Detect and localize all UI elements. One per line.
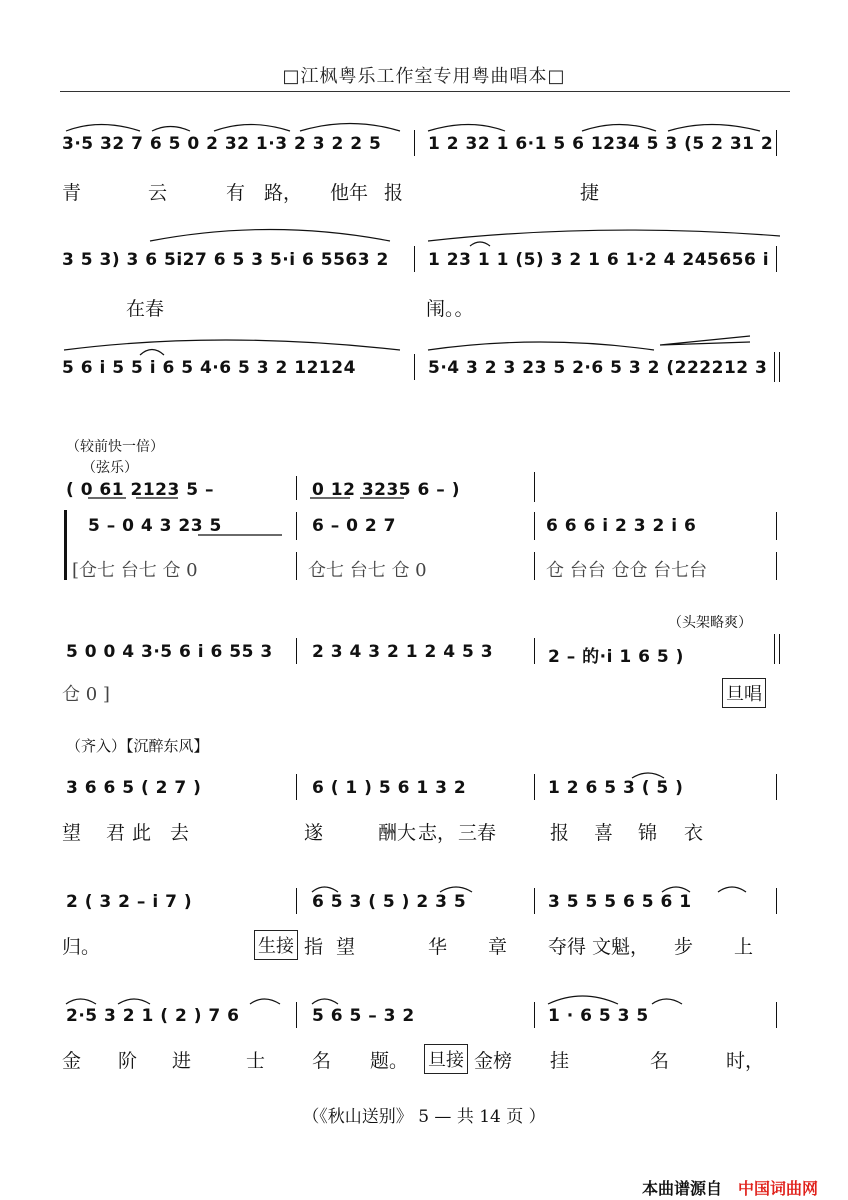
voice-line-measure-b: 6 – 0 2 7	[312, 516, 396, 536]
tie-mark	[64, 340, 400, 350]
row2-measure-b: 6 5 3 ( 5 ) 2 3 5	[312, 892, 467, 912]
tie-mark	[668, 125, 760, 132]
lyric: 文魁，	[592, 936, 650, 958]
bar-line	[534, 472, 535, 502]
lyric: 捷	[580, 182, 600, 204]
lyric: 衣	[684, 822, 704, 844]
role-cue-box: 生接	[254, 930, 298, 960]
lyric: 题。	[370, 1050, 409, 1072]
lyric: 时，	[726, 1050, 765, 1072]
lyric: 酬大	[378, 822, 417, 844]
double-bar-line	[779, 634, 780, 664]
strings-line-measure-b: 0 12 3235 6 – )	[312, 480, 460, 500]
lyric: 夺得	[548, 936, 587, 958]
lyric: 指	[304, 936, 324, 958]
percussion-line-measure-b: 仓七 台七 仓 0	[308, 560, 427, 581]
tie-mark	[140, 350, 164, 356]
row3-measure-a: 2·5 3 2 1 ( 2 ) 7 6	[66, 1006, 240, 1026]
bar-line	[776, 774, 777, 800]
lyric: 报	[550, 822, 570, 844]
lyric: 金	[62, 1050, 82, 1072]
tie-mark	[470, 242, 490, 246]
voice-line-measure-c: 6 6 6 i 2 3 2 i 6	[546, 516, 697, 536]
system5-notes-measure-a: 5 0 0 4 3·5 6 i 6 55 3	[66, 642, 273, 662]
page-header: □江枫粤乐工作室专用粤曲唱本□	[282, 66, 566, 87]
lyric: 有	[226, 182, 246, 204]
tie-mark	[428, 342, 654, 350]
source-credit-label: 本曲谱源自	[642, 1179, 723, 1198]
bar-line	[534, 552, 535, 580]
lyric: 章	[488, 936, 508, 958]
bar-line	[414, 354, 415, 380]
row3-measure-c: 1 · 6 5 3 5	[548, 1006, 649, 1026]
lyric: 金榜	[474, 1050, 513, 1072]
tie-mark	[250, 999, 280, 1004]
performance-note: （头架略爽）	[668, 615, 752, 631]
bar-line	[296, 1002, 297, 1028]
lyric: 闱。。	[426, 298, 474, 320]
lyric: 锦	[638, 822, 658, 844]
bar-line	[296, 476, 297, 500]
bar-line	[296, 512, 297, 540]
tie-mark	[66, 125, 140, 132]
bar-line	[296, 552, 297, 580]
bar-line	[296, 774, 297, 800]
row1-measure-b: 6 ( 1 ) 5 6 1 3 2	[312, 778, 467, 798]
system2-notes-measure-a: 3 5 3) 3 6 5i27 6 5 3 5·i 6 5563 2	[62, 250, 389, 270]
bar-line	[776, 888, 777, 914]
bar-line	[776, 1002, 777, 1028]
double-bar-line	[779, 352, 780, 382]
lyric: 路，	[264, 182, 303, 204]
lyric: 君	[106, 822, 126, 844]
lyric: 步	[674, 936, 694, 958]
percussion-line-measure-c: 仓 台台 仓仓 台七台	[546, 560, 708, 581]
bar-line	[534, 512, 535, 540]
bar-line	[296, 888, 297, 914]
bar-line	[776, 552, 777, 580]
lyric: 归。	[62, 936, 101, 958]
lyric: 进	[172, 1050, 192, 1072]
lyric: 此	[132, 822, 152, 844]
bar-line	[534, 1002, 535, 1028]
lyric: 云	[148, 182, 168, 204]
tie-mark	[118, 999, 150, 1004]
percussion-line-measure-a: [仓七 台七 仓 0	[72, 560, 198, 581]
lyric: 名	[312, 1050, 332, 1072]
lyric: 望	[62, 822, 82, 844]
lyric: 上	[734, 936, 754, 958]
lyric: 华	[428, 936, 448, 958]
lyric: 青	[62, 182, 82, 204]
double-bar-line	[774, 634, 775, 664]
lyric: 阶	[118, 1050, 138, 1072]
system1-notes-measure-b: 1 2 32 1 6·1 5 6 1234 5 3 (5 2 31 2	[428, 134, 774, 154]
bar-line	[534, 638, 535, 664]
row3-measure-b: 5 6 5 – 3 2	[312, 1006, 415, 1026]
tie-mark	[152, 127, 190, 132]
tie-mark	[428, 125, 505, 132]
row1-measure-a: 3 6 6 5 ( 2 7 )	[66, 778, 202, 798]
tie-mark	[548, 996, 618, 1004]
lyric: 他年	[330, 182, 369, 204]
lyric: 报	[384, 182, 404, 204]
lyric: 喜	[594, 822, 614, 844]
bar-line	[776, 246, 777, 272]
system-bracket	[64, 510, 67, 580]
bar-line	[414, 130, 415, 156]
double-bar-line	[774, 352, 775, 382]
bar-line	[534, 774, 535, 800]
lyric: 挂	[550, 1050, 570, 1072]
percussion-end: 仓 0 ]	[62, 684, 110, 705]
tie-mark	[652, 999, 682, 1004]
bar-line	[414, 246, 415, 272]
lyric: 遂	[304, 822, 324, 844]
system1-notes-measure-a: 3·5 32 7 6 5 0 2 32 1·3 2 3 2 2 5	[62, 134, 382, 154]
row2-measure-c: 3 5 5 5 6 5 6 1	[548, 892, 692, 912]
tie-mark	[428, 230, 780, 241]
page-footer: （《秋山送别》 5 — 共 14 页 ）	[302, 1107, 546, 1127]
strings-line-measure-a: ( 0 61 2123 5 –	[66, 480, 214, 500]
bar-line	[534, 888, 535, 914]
source-site-link[interactable]: 中国词曲网	[738, 1179, 819, 1198]
lyric: 望	[336, 936, 356, 958]
role-cue-box: 旦唱	[722, 678, 766, 708]
system5-notes-measure-c: 2 – 的·i 1 6 5 )	[548, 647, 684, 667]
tie-mark	[66, 999, 96, 1004]
bar-line	[776, 512, 777, 540]
tie-mark	[214, 125, 290, 132]
lyric: 名	[650, 1050, 670, 1072]
system3-notes-measure-b: 5·4 3 2 3 23 5 2·6 5 3 2 (222212 3	[428, 358, 768, 378]
lyric: 去	[170, 822, 190, 844]
lyric: 志，	[418, 822, 457, 844]
row1-measure-c: 1 2 6 5 3 ( 5 )	[548, 778, 684, 798]
instrument-marking: （弦乐）	[82, 460, 138, 476]
voice-line-measure-a: 5 – 0 4 3 23 5	[88, 516, 222, 536]
tie-mark	[300, 124, 400, 132]
system3-notes-measure-a: 5 6 i 5 5 i 6 5 4·6 5 3 2 12124	[62, 358, 356, 378]
row2-measure-a: 2 ( 3 2 – i 7 )	[66, 892, 193, 912]
crescendo-mark	[660, 336, 750, 345]
tie-mark	[312, 999, 338, 1004]
system2-notes-measure-b: 1 23 1 1 (5) 3 2 1 6 1·2 4 245656 i	[428, 250, 770, 270]
tie-mark	[582, 125, 656, 132]
lyric: 士	[246, 1050, 266, 1072]
tie-mark	[718, 887, 746, 892]
section-heading: （齐入）【沉醉东风】	[66, 737, 209, 755]
role-cue-box: 旦接	[424, 1044, 468, 1074]
bar-line	[296, 638, 297, 664]
tempo-marking: （较前快一倍）	[66, 439, 164, 455]
bar-line	[776, 130, 777, 156]
lyric: 在春	[126, 298, 165, 320]
system5-notes-measure-b: 2 3 4 3 2 1 2 4 5 3	[312, 642, 494, 662]
lyric: 三春	[458, 822, 497, 844]
tie-mark	[150, 230, 390, 242]
